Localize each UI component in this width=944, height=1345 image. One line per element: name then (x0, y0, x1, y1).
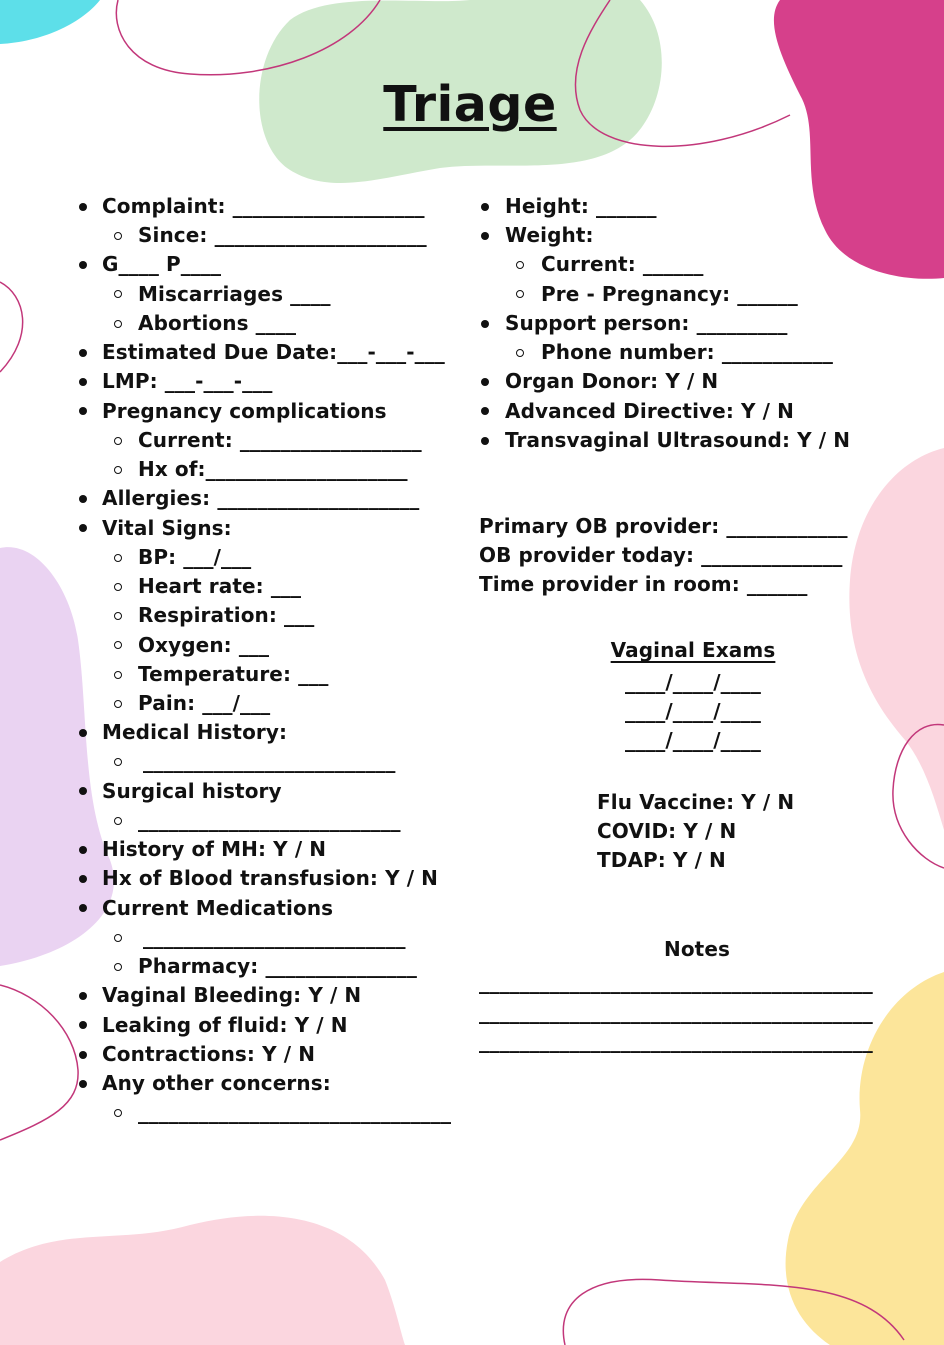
lmp-field[interactable]: LMP: ___-___-___ (102, 369, 273, 393)
abortions-field[interactable]: Abortions ____ (138, 311, 297, 335)
leaking-fluid-field[interactable]: Leaking of fluid: Y / N (102, 1013, 348, 1037)
surgical-history-field[interactable]: __________________________ (138, 808, 401, 832)
allergies-field[interactable]: Allergies: ____________________ (102, 486, 420, 510)
contractions-field[interactable]: Contractions: Y / N (102, 1042, 316, 1066)
sub-bullet (114, 554, 122, 562)
ob-provider-today-field[interactable]: OB provider today: ______________ (479, 543, 843, 567)
vaginal-exams-heading: Vaginal Exams (610, 638, 776, 662)
bp-field[interactable]: BP: ___/___ (138, 545, 252, 569)
sub-bullet (114, 583, 122, 591)
other-concerns-field[interactable]: _______________________________ (138, 1100, 452, 1124)
phone-number-field[interactable]: Phone number: ___________ (541, 340, 833, 364)
due-date-field[interactable]: Estimated Due Date:___-___-___ (102, 340, 445, 364)
bullet (79, 904, 87, 912)
gravida-para-field[interactable]: G____ P____ (102, 252, 222, 276)
medical-history-label: Medical History: (102, 720, 288, 744)
vaginal-exam-row[interactable]: ____/____/____ (624, 728, 761, 752)
flu-vaccine-field[interactable]: Flu Vaccine: Y / N (597, 790, 795, 814)
sub-bullet (114, 963, 122, 971)
support-person-field[interactable]: Support person: _________ (505, 311, 788, 335)
history-complications-field[interactable]: Hx of:____________________ (138, 457, 408, 481)
sub-bullet (516, 261, 524, 269)
covid-field[interactable]: COVID: Y / N (597, 819, 737, 843)
bullet (79, 846, 87, 854)
surgical-history-label: Surgical history (102, 779, 282, 803)
cyan-blob (0, 0, 100, 44)
bullet (481, 378, 489, 386)
sub-bullet (516, 349, 524, 357)
sub-bullet (114, 232, 122, 240)
bullet (79, 1021, 87, 1029)
primary-ob-provider-field[interactable]: Primary OB provider: ____________ (479, 514, 848, 538)
complaint-field[interactable]: Complaint: ___________________ (102, 194, 425, 218)
bullet (481, 203, 489, 211)
bullet (79, 378, 87, 386)
vaginal-exam-row[interactable]: ____/____/____ (624, 699, 761, 723)
vaginal-bleeding-field[interactable]: Vaginal Bleeding: Y / N (102, 983, 362, 1007)
miscarriages-field[interactable]: Miscarriages ____ (138, 282, 331, 306)
transvaginal-ultrasound-field[interactable]: Transvaginal Ultrasound: Y / N (505, 428, 851, 452)
organ-donor-field[interactable]: Organ Donor: Y / N (505, 369, 719, 393)
bullet (79, 992, 87, 1000)
bullet (79, 1051, 87, 1059)
sub-bullet (114, 758, 122, 766)
time-provider-field[interactable]: Time provider in room: ______ (479, 572, 808, 596)
sub-bullet (114, 934, 122, 942)
respiration-field[interactable]: Respiration: ___ (138, 603, 315, 627)
current-medications-label: Current Medications (102, 896, 334, 920)
advanced-directive-field[interactable]: Advanced Directive: Y / N (505, 399, 794, 423)
sub-bullet (114, 700, 122, 708)
medical-history-field[interactable]: _________________________ (143, 749, 396, 773)
temperature-field[interactable]: Temperature: ___ (138, 662, 329, 686)
lavender-blob (0, 547, 114, 966)
sub-bullet (114, 1109, 122, 1117)
page-title: Triage (383, 76, 557, 133)
sub-bullet (516, 290, 524, 298)
sub-bullet (114, 612, 122, 620)
sub-bullet (114, 320, 122, 328)
pink-blob-right (849, 448, 944, 830)
bullet (79, 407, 87, 415)
bullet (79, 787, 87, 795)
weight-label: Weight: (505, 223, 594, 247)
bullet (481, 232, 489, 240)
bullet (79, 349, 87, 357)
sub-bullet (114, 437, 122, 445)
medications-field[interactable]: __________________________ (143, 925, 406, 949)
since-field[interactable]: Since: _____________________ (138, 223, 427, 247)
pain-field[interactable]: Pain: ___/___ (138, 691, 271, 715)
vaginal-exam-row[interactable]: ____/____/____ (624, 670, 761, 694)
magenta-blob (774, 0, 944, 279)
bullet (79, 203, 87, 211)
tdap-field[interactable]: TDAP: Y / N (597, 848, 726, 872)
oxygen-field[interactable]: Oxygen: ___ (138, 633, 270, 657)
bullet (79, 875, 87, 883)
pharmacy-field[interactable]: Pharmacy: _______________ (138, 954, 417, 978)
sub-bullet (114, 466, 122, 474)
notes-heading: Notes (663, 937, 730, 961)
notes-line[interactable]: _______________________________________ (479, 1029, 873, 1053)
pink-blob-bottom (0, 1216, 405, 1345)
heart-rate-field[interactable]: Heart rate: ___ (138, 574, 302, 598)
bullet (79, 1080, 87, 1088)
sub-bullet (114, 671, 122, 679)
sub-bullet (114, 641, 122, 649)
notes-line[interactable]: _______________________________________ (479, 1000, 873, 1024)
bullet (481, 320, 489, 328)
bullet (79, 495, 87, 503)
sub-bullet (114, 817, 122, 825)
other-concerns-label: Any other concerns: (102, 1071, 331, 1095)
height-field[interactable]: Height: ______ (505, 194, 657, 218)
pre-pregnancy-weight-field[interactable]: Pre - Pregnancy: ______ (541, 282, 798, 306)
bullet (481, 407, 489, 415)
bullet (481, 437, 489, 445)
sub-bullet (114, 290, 122, 298)
vital-signs-label: Vital Signs: (102, 516, 232, 540)
bullet (79, 261, 87, 269)
pregnancy-complications-label: Pregnancy complications (102, 399, 387, 423)
bullet (79, 729, 87, 737)
blood-transfusion-field[interactable]: Hx of Blood transfusion: Y / N (102, 866, 439, 890)
history-of-mh-field[interactable]: History of MH: Y / N (102, 837, 327, 861)
current-complications-field[interactable]: Current: __________________ (138, 428, 422, 452)
bullet (79, 524, 87, 532)
notes-line[interactable]: _______________________________________ (479, 970, 873, 994)
current-weight-field[interactable]: Current: ______ (541, 252, 704, 276)
